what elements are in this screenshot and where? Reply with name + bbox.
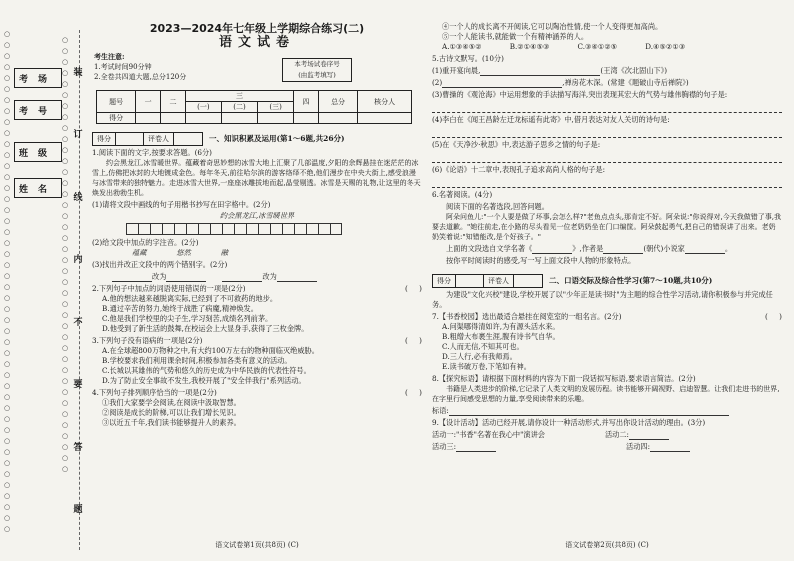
q2-option-b[interactable]: B.通过辛苦的努力,她终于战胜了病魔,精神焕发。: [102, 304, 258, 313]
q5-3: (3)曹操的《观沧海》中运用想象的手法描写海洋,突出表现其宏大的气势与雄伟胸襟的句子是:: [432, 90, 728, 99]
q6-fill[interactable]: 上面的文段选自文学名著《 》,作者是 (朝代)小说家 。: [446, 244, 733, 253]
q4-sentence-2: ②阅读是成长的阶梯,可以让我们增长见识。: [102, 408, 241, 417]
q6-passage: 阿朵问鱼儿:"一个人要是做了坏事,会怎么样?"老鱼点点头,那肯定不好。阿朵说:"你说得对,今天我做错了事,我要去道歉。"她往前走,在小路的尽头看见一位老奶奶坐在门口编筐。阿朵鼓起勇气,把自己的错误讲了出来。老奶奶笑着说:"知错能改,是个好孩子。": [432, 213, 781, 241]
q7-option-e[interactable]: E.读书破万卷,下笔如有神。: [442, 362, 531, 371]
question-9: 9.【设计活动】活动已经开展,请你设计一种活动形式,并写出你设计活动的理由。(3分): [432, 418, 706, 427]
q7-option-a[interactable]: A.问渠哪得清如许,为有源头活水来。: [442, 322, 560, 331]
q5-6-answer[interactable]: [432, 177, 782, 188]
q5-4: (4)李白在《闻王昌龄左迁龙标遥有此寄》中,借月表达对友人关切的诗句是:: [432, 115, 670, 124]
class-field[interactable]: 班级: [14, 142, 62, 162]
punch-hole-column-right: ○ ○ ○ ○ ○ ○ ○ ○ ○ ○ ○ ○ ○ ○ ○ ○ ○ ○ ○ ○ ○ ○ ○ ○ ○ ○ ○ ○ ○ ○ ○ ○ ○ ○ ○ ○ ○ ○ ○ ○: [61, 36, 69, 473]
q5-3-answer[interactable]: [432, 102, 782, 113]
pinyin-row: 蕴藏 悠然 融: [132, 248, 228, 257]
exam-title: 2023—2024年七年级上学期综合练习(二): [149, 22, 365, 35]
q4-option-d[interactable]: D.④⑤②①③: [645, 42, 686, 51]
q2-option-a[interactable]: A.他的想法越来越脱离实际,已经到了不可救药的地步。: [102, 294, 278, 303]
question-7: 7.【书香校园】选出最适合悬挂在阅览室的一组名言。(2分) ( ): [432, 312, 782, 321]
q4-option-b[interactable]: B.②①④⑤③: [509, 42, 550, 51]
question-2: 2.下列句子中加点的词语使用错误的一项是(2分) ( ): [92, 284, 422, 293]
page-2: [432, 22, 782, 549]
section2-title: 二、口语交际及综合性学习(第7～10题,共10分): [549, 276, 713, 285]
exam-number-field[interactable]: 考号: [14, 100, 62, 120]
exam-room-field[interactable]: 考场: [14, 68, 62, 88]
q7-option-c[interactable]: C.人而无信,不知其可也。: [442, 342, 524, 351]
q5-5-answer[interactable]: [432, 152, 782, 163]
q9-activities-2[interactable]: 活动三: 活动四:: [432, 442, 782, 452]
question-1-3: (3)找出并改正文段中的两个错别字。(2分): [92, 260, 228, 269]
q5-2[interactable]: (2) ,禅房花木深。(常建《题破山寺后禅院》): [432, 78, 689, 87]
q5-5: (5)在《天净沙·秋思》中,表达游子思乡之情的句子是:: [432, 140, 601, 149]
notice-area: [92, 52, 422, 90]
score-table: 题号 一 二 三 四 总分 核分人 (一) (二) (三) 得分: [96, 90, 412, 124]
q5-1[interactable]: (1)重开宴向晨, (王湾《次北固山下》): [432, 66, 668, 75]
q3-option-d[interactable]: D.为了防止安全事故不发生,我校开展了"安全伴我行"系列活动。: [102, 376, 306, 385]
q8-answer[interactable]: 标语:: [432, 406, 782, 416]
q6-instruction: 阅读下面的名著选段,回答问题。: [446, 202, 549, 211]
question-1: 1.阅读下面的文字,按要求答题。(6分): [92, 148, 212, 157]
handwriting-sample: 约会黑龙江,冰雪暖世界: [219, 211, 295, 220]
page-2-footer: 语文试卷第2页(共8页) (C): [565, 541, 649, 549]
grader-box-2[interactable]: 得分 评卷人: [432, 274, 543, 288]
grader-box[interactable]: 得分 评卷人: [92, 132, 203, 146]
subject-title: 语文试卷: [218, 35, 295, 50]
passage-1: 约会黑龙江,冰雪暖世界。蕴藏着奇思妙想的冰雪大地上汇聚了几部温度,夕阳的余辉悬挂在迷茫茫的冰雪上,仿佛把冰封的大地镀成金色。每年冬天,前往哈尔滨的游客络绎不绝,他们漫步在中央大街上,感受浪漫与冰雪带来的独特魅力。走进冰雪大世界,一座座冰雕拔地而起,晶莹剔透。冰雪是天赐的礼物,让这里的冬天焕发出勃勃生机。: [92, 159, 421, 197]
question-8: 8.【探究标语】请根据下面材料的内容为下面一段话拟写标语,要求语言简洁。(2分): [432, 374, 696, 383]
score-table-head: 题号: [97, 91, 136, 113]
seal-text: 装 订 线 内 不 要 答 题: [73, 67, 83, 516]
q4-option-a[interactable]: A.①③④⑤②: [442, 42, 482, 51]
section1-header: [92, 132, 422, 146]
q5-4-answer[interactable]: [432, 127, 782, 138]
q6-question: 按你平时阅读时的感受,写一写上面文段中人物的形象特点。: [446, 256, 636, 265]
q3-option-c[interactable]: C.长城以其雄伟的气势和悠久的历史成为中华民族的代表性符号。: [102, 366, 311, 375]
q3-option-a[interactable]: A.在全球超800万物种之中,有大约100万左右的物种面临灭绝威胁。: [102, 346, 319, 355]
q4-option-c[interactable]: C.③④①②⑤: [577, 42, 618, 51]
typo-answer-line[interactable]: 改为 改为: [92, 272, 422, 282]
name-field[interactable]: 姓名: [14, 178, 62, 198]
question-5: 5.古诗文默写。(10分): [432, 54, 504, 63]
q4-sentence-5: ⑤一个人能读书,就能做一个有精神涵养的人。: [442, 32, 589, 41]
exam-notice: 考生注意: 1.考试时间90分钟 2.全卷共四道大题,总分120分: [94, 52, 187, 81]
page-1: [92, 22, 422, 549]
q4-sentence-4: ④一个人的成长离不开阅读,它可以陶冶性情,使一个人变得更加高尚。: [442, 22, 663, 31]
page-1-footer: 语文试卷第1页(共8页) (C): [215, 541, 299, 549]
q4-sentence-3: ③以近五千年,我们读书能够提升人的素养。: [102, 418, 241, 427]
punch-hole-column-left: ○ ○ ○ ○ ○ ○ ○ ○ ○ ○ ○ ○ ○ ○ ○ ○ ○ ○ ○ ○ ○ ○ ○ ○ ○ ○ ○ ○ ○ ○ ○ ○ ○ ○ ○ ○ ○ ○ ○ ○ ○ ○ ○ ○ ○ ○: [3, 30, 11, 533]
question-1-1: (1)请将文段中画线的句子用楷书抄写在田字格中。(2分): [92, 200, 271, 209]
question-1-2: (2)给文段中加点的字注音。(2分): [92, 238, 199, 247]
section1-title: 一、知识积累及运用(第1～6题,共26分): [209, 134, 345, 143]
tianzige-grid[interactable]: [126, 223, 422, 235]
q9-activities[interactable]: 活动一:"书香"名著在我心中"演讲会 活动二:: [432, 430, 782, 440]
q4-sentence-1: ①我们大家要学会阅读,在阅读中汲取智慧。: [102, 398, 241, 407]
seat-number-box[interactable]: 本考场试卷序号 (由监考填写): [282, 58, 352, 82]
q2-option-c[interactable]: C.他是我们学校里的尖子生,学习刻苦,成绩名列前茅。: [102, 314, 273, 323]
q7-option-b[interactable]: B.粗缯大布裹生涯,腹有诗书气自华。: [442, 332, 560, 341]
score-row-label: 得分: [97, 113, 136, 124]
q2-option-d[interactable]: D.他受到了新生活的鼓舞,在校运会上大显身手,获得了三枚金牌。: [102, 324, 309, 333]
question-4: 4.下列句子排列顺序恰当的一项是(2分) ( ): [92, 388, 422, 397]
binding-strip: [0, 0, 82, 561]
question-3: 3.下列句子没有语病的一项是(2分) ( ): [92, 336, 422, 345]
q3-option-b[interactable]: B.学校要求我们利用课余时间,积极参加各类有意义的活动。: [102, 356, 292, 365]
q4-options: [432, 42, 782, 52]
q8-passage: 书籍是人类进步的阶梯,它记录了人类文明的发展历程。读书能够开阔视野、启迪智慧。让我们走进书的世界,在字里行间感受思想的力量,享受阅读带来的乐趣。: [432, 385, 780, 403]
section2-intro: 为建设"文化兴校"建设,学校开展了以"少年正是读书时"为主题的综合性学习活动,请你积极参与并完成任务。: [432, 290, 773, 309]
q5-6: (6)《论语》十二章中,表现孔子追求高尚人格的句子是:: [432, 165, 606, 174]
q7-option-d[interactable]: D.三人行,必有我师焉。: [442, 352, 517, 361]
section2-header: [432, 274, 782, 288]
question-6: 6.名著阅读。(4分): [432, 190, 493, 199]
